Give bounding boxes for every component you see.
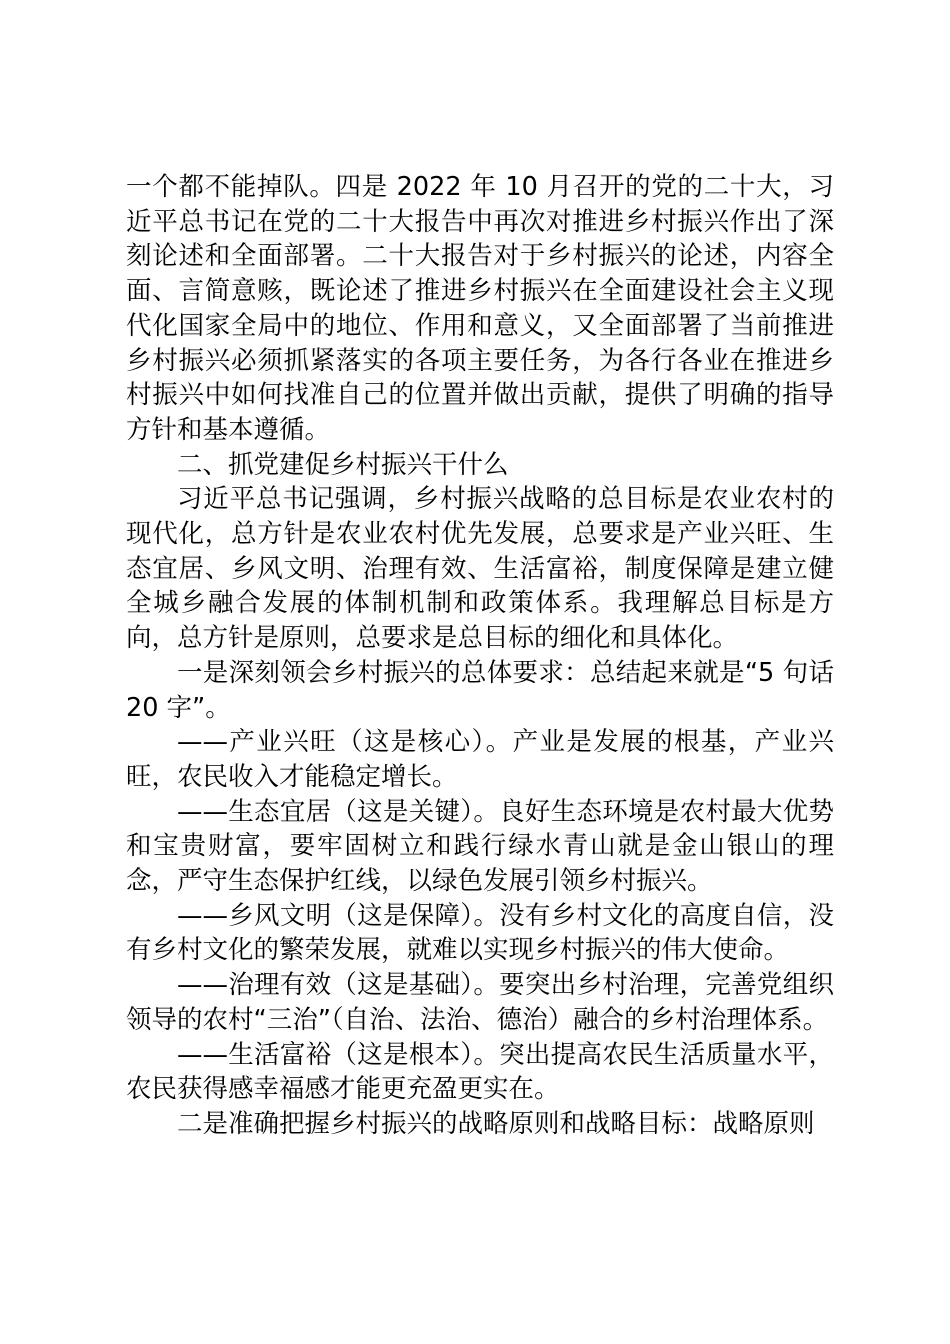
list-item: ——生态宜居（这是关键）。良好生态环境是农村最大优势和宝贵财富，要牢固树立和践行绿水青山就是金山银山的理念，严守生态保护红线，以绿色发展引领乡村振兴。 [126, 796, 834, 897]
list-item: ——治理有效（这是基础）。要突出乡村治理，完善党组织领导的农村“三治”（自治、法治、德治）融合的乡村治理体系。 [126, 970, 834, 1035]
paragraph: 习近平总书记强调，乡村振兴战略的总目标是农业农村的现代化，总方针是农业农村优先发展，总要求是产业兴旺、生态宜居、乡风文明、治理有效、生活富裕，制度保障是建立健全城乡融合发展的体制机制和政策体系。我理解总目标是方向，总方针是原则，总要求是总目标的细化和具体化。 [126, 484, 834, 654]
section-heading: 二、抓党建促乡村振兴干什么 [177, 449, 509, 480]
paragraph-continuation: 一个都不能掉队。四是 2022 年 10 月召开的党的二十大，习近平总书记在党的二十大报告中再次对推进乡村振兴作出了深刻论述和全面部署。二十大报告对于乡村振兴的论述，内容全面、言简意赅，既论述了推进乡村振兴在全面建设社会主义现代化国家全局中的地位、作用和意义，又全面部署了当前推进乡村振兴必须抓紧落实的各项主要任务，为各行各业在推进乡村振兴中如何找准自己的位置并做出贡献，提供了明确的指导方针和基本遵循。 [126, 172, 834, 445]
list-item: ——乡风文明（这是保障）。没有乡村文化的高度自信，没有乡村文化的繁荣发展，就难以实现乡村振兴的伟大使命。 [126, 900, 834, 966]
document-body [126, 170, 834, 1142]
list-item: ——生活富裕（这是根本）。突出提高农民生活质量水平，农民获得感幸福感才能更充盈更实在。 [126, 1039, 834, 1105]
paragraph: 一是深刻领会乡村振兴的总体要求：总结起来就是“5 句话 20 字”。 [126, 657, 834, 723]
list-item: ——产业兴旺（这是核心）。产业是发展的根基，产业兴旺，农民收入才能稳定增长。 [126, 727, 834, 792]
paragraph: 二是准确把握乡村振兴的战略原则和战略目标：战略原则 [177, 1108, 815, 1139]
